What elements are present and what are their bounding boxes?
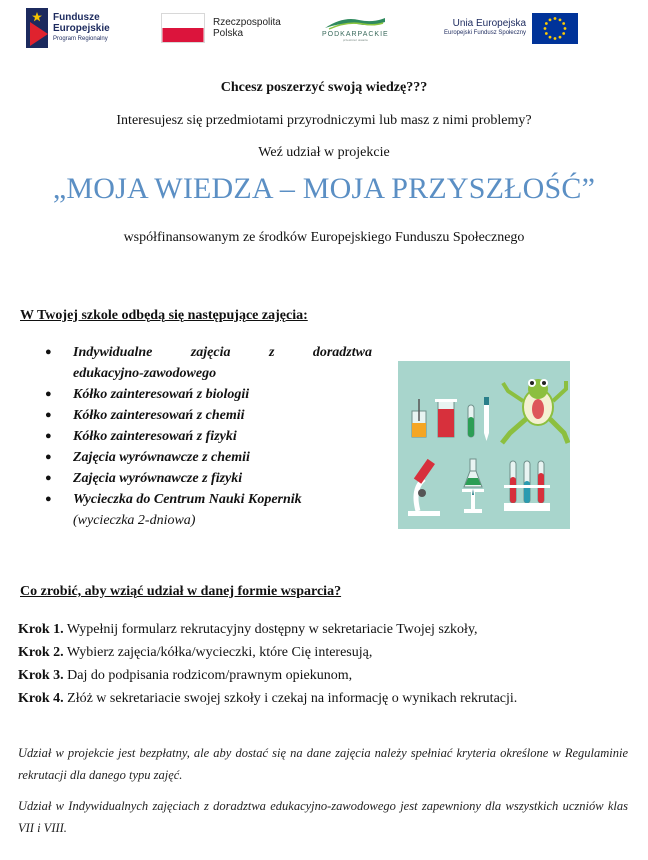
bullet-icon: ● [45, 493, 52, 505]
list-item: ● Indywidualne zajęcia z doradztwa edukacyjno-zawodowego [45, 342, 372, 384]
headline-question: Chcesz poszerzyć swoją wiedzę??? [220, 80, 428, 95]
podkarpackie-tagline: przestrzeń otwarta [343, 38, 368, 42]
step-item: Krok 4. Złóż w sekretariacie swojej szkoły i czekaj na informację o wynikach rekrutacji. [18, 691, 518, 706]
cofinancing-note: współfinansowanym ze środków Europejskiego Funduszu Społecznego [123, 230, 525, 245]
list-item: ● Zajęcia wyrównawcze z chemii [45, 447, 372, 468]
eu-flag-icon [532, 13, 578, 44]
steps-section-title: Co zrobić, aby wziąć udział w danej formie wsparcia? [20, 584, 342, 599]
step-item: Krok 3. Daj do podpisania rodzicom/prawnym opiekunom, [18, 668, 353, 683]
eu-star-icon [554, 37, 557, 40]
steps-list [18, 618, 628, 710]
eu-star-icon [545, 32, 548, 35]
rp-logo-text: Rzeczpospolita Polska [213, 16, 281, 39]
eu-star-icon [559, 35, 562, 38]
science-illustration [398, 361, 570, 529]
list-item: ● Kółko zainteresowań z biologii [45, 384, 372, 405]
eu-star-icon [559, 18, 562, 21]
eu-star-icon [549, 35, 552, 38]
list-item: ● Kółko zainteresowań z fizyki [45, 426, 372, 447]
headline-interest: Interesujesz się przedmiotami przyrodniczymi lub masz z nimi problemy? [116, 113, 532, 128]
test-tube-rack-icon [504, 461, 550, 511]
rzeczpospolita-polska-logo [161, 6, 281, 50]
bullet-icon: ● [45, 451, 52, 463]
activities-list [45, 342, 372, 531]
fe-logo-text: Fundusze Europejskie Program Regionalny [53, 12, 110, 43]
headline-join: Weź udział w projekcie [258, 145, 390, 160]
podkarpackie-mountain-icon [323, 14, 387, 30]
bullet-icon: ● [45, 430, 52, 442]
pipette-icon [484, 397, 489, 441]
eu-star-icon [562, 32, 565, 35]
unia-europejska-logo [444, 6, 578, 50]
fundusze-europejskie-logo [26, 6, 110, 50]
list-item: ● Wycieczka do Centrum Nauki Kopernik (wycieczka 2-dniowa) [45, 489, 372, 531]
bullet-icon: ● [45, 388, 52, 400]
graduated-cylinder-icon [435, 399, 457, 437]
eu-star-icon [554, 17, 557, 20]
fe-star-icon [26, 8, 48, 48]
eu-star-icon [544, 27, 547, 30]
podkarpackie-name: PODKARPACKIE [322, 31, 389, 38]
project-title: „MOJA WIEDZA – MOJA PRZYSZŁOŚĆ” [52, 172, 596, 205]
list-item: ● Kółko zainteresowań z chemii [45, 405, 372, 426]
eu-star-icon [549, 18, 552, 21]
poland-flag-icon [161, 13, 205, 43]
step-item: Krok 1. Wypełnij formularz rekrutacyjny dostępny w sekretariacie Twojej szkoły, [18, 622, 478, 637]
step-item: Krok 2. Wybierz zajęcia/kółka/wycieczki, które Cię interesują, [18, 645, 373, 660]
bullet-icon: ● [45, 346, 52, 358]
participation-note: Udział w projekcie jest bezpłatny, ale aby dostać się na dane zajęcia należy spełniać kryteria określone w Regulaminie rekrutacji dla danego typu zajęć. [18, 746, 628, 782]
bullet-icon: ● [45, 409, 52, 421]
counseling-note: Udział w Indywidualnych zajęciach z doradztwa edukacyjno-zawodowego jest zapewniony dla wszystkich uczniów klas VII i VIII. [18, 799, 628, 835]
test-tube-icon [468, 405, 474, 437]
logo-strip [0, 0, 648, 56]
eu-star-icon [545, 22, 548, 25]
ue-logo-text: Unia Europejska Europejski Fundusz Społeczny [444, 18, 527, 37]
list-item: ● Zajęcia wyrównawcze z fizyki [45, 468, 372, 489]
eu-star-icon [564, 27, 567, 30]
podkarpackie-logo [322, 6, 389, 50]
eu-star-icon [562, 22, 565, 25]
bullet-icon: ● [45, 472, 52, 484]
activities-section-title: W Twojej szkole odbędą się następujące zajęcia: [20, 308, 308, 323]
